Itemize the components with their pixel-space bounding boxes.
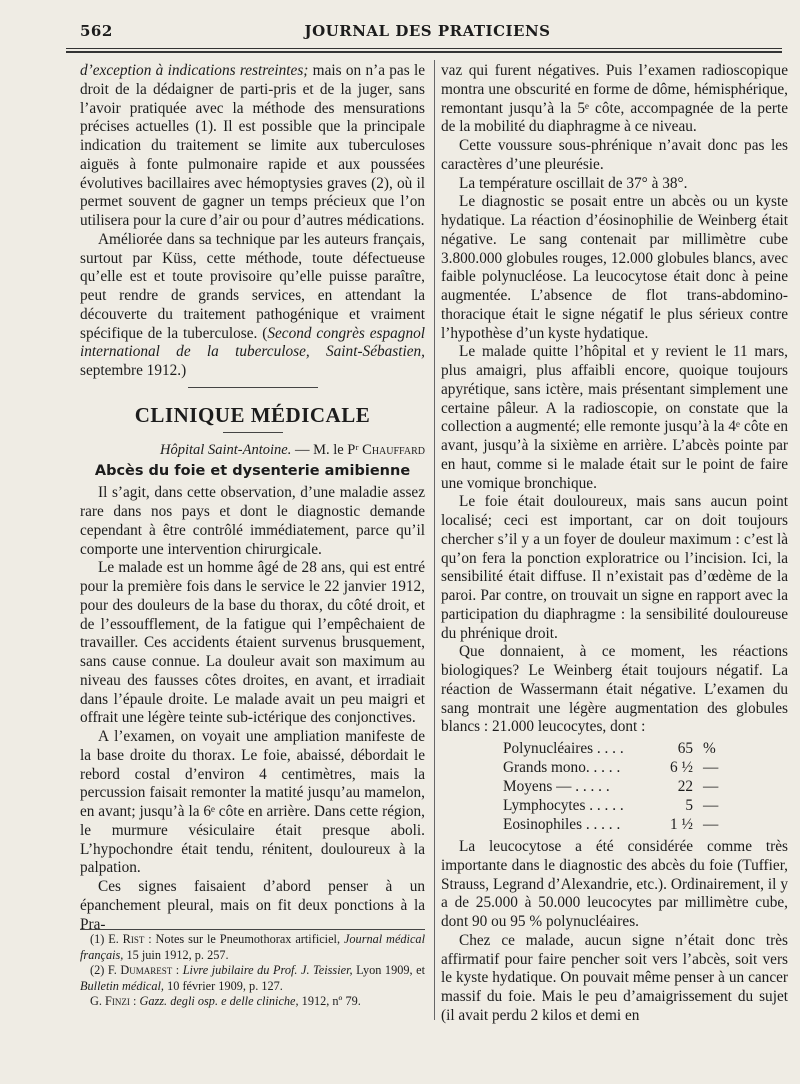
paragraph: Le diagnostic se posait entre un abcès ou un kyste hydatique. La réaction d’éosinophilie de Weinberg était négative. Le sang contenait par millimètre cube 3.800.000 globules rouges, 12.000 globules blancs, avec faible polynucléose. La leucocytose était donc à peine augmentée. L’absence de flot trans-abdomino-thoracique était le signe négatif le plus sérieux contre l’hypothèse d’un kyste hydatique. — [441, 193, 788, 342]
cell-unit: — — [703, 778, 719, 795]
paragraph: La leucocytose a été considérée comme très importante dans le diagnostic des abcès du foie (Tuffier, Strauss, Legrand d’Alexandrie, etc.). Ordinairement, il y a de 25.000 à 50.000 leucocytes par millimètre cube, dont 90 ou 95 % polynucléaires. — [441, 838, 788, 930]
cell-label: Polynucléaires . . . . — [503, 740, 624, 757]
cell-unit: — — [703, 797, 719, 814]
cell-label: Lymphocytes . . . . . — [503, 797, 624, 814]
column-divider — [434, 60, 435, 1020]
cell-unit: — — [703, 759, 719, 776]
paragraph-text: septembre 1912.) — [80, 362, 187, 379]
cell-value: 1 ½ — [670, 816, 693, 833]
paragraph: La température oscillait de 37° à 38°. — [459, 174, 688, 192]
cell-label: Moyens — . . . . . — [503, 778, 610, 795]
byline — [80, 441, 425, 460]
footnote-text: Lyon 1909, et — [352, 963, 426, 977]
section-title: CLINIQUE MÉDICALE — [134, 402, 371, 427]
page-number: 562 — [80, 22, 113, 40]
table-row — [503, 796, 733, 815]
cell-value: 22 — [677, 778, 693, 795]
footnote-author: Rist — [122, 932, 145, 946]
paragraph-text: Améliorée dans sa technique par les auteurs français, surtout par Küss, cette méthode, toute défectueuse qu’elle est et toute provisoire qu’elle puisse paraître, peut rendre de grands services, en attendant la découverte du traitement pathogénique et vraiment spécifique de la tuberculose. ( — [80, 230, 425, 342]
table-row — [503, 758, 733, 777]
footnote-text: 10 février 1909, p. 127. — [164, 978, 283, 993]
table-row — [503, 815, 733, 834]
footnote-author: Dumarest — [120, 963, 173, 977]
header-rule-thick — [66, 51, 782, 53]
table-row — [503, 739, 733, 758]
footnote-number: G. — [90, 994, 106, 1008]
footnote-text: 15 juin 1912, p. 257. — [123, 947, 229, 962]
cell-unit: — — [703, 816, 719, 833]
italic-text: Second congrès espagnol international de la tuberculose, Saint-Sébastien, — [80, 324, 425, 361]
footnote-rule — [80, 929, 425, 930]
paragraph: A l’examen, on voyait une ampliation manifeste de la base droite du thorax. Le foie, abaissé, débordait le rebord costal d’environ 4 centimètres, mais la percussion faisait remonter la matité jusqu’au mamelon, en avant; jusqu’à la 6ᵉ côte en arrière. Dans cette région, le murmure vésiculaire était presque aboli. L’hypochondre était tendu, rénitent, douloureux à la palpation. — [80, 728, 425, 877]
footnote — [80, 932, 425, 963]
footnote-number: (1) E. — [90, 932, 123, 946]
hospital-name: Hôpital Saint-Antoine. — [160, 441, 292, 458]
cell-value: 6 ½ — [670, 759, 693, 776]
paragraph-text: mais on n’a pas le droit de la dédaigner de parti-pris et de la juger, sans l’avoir pratiquée avec la méthode des mensurations précises actuelles (1). Il est possible que la principale indication du traitement se limite aux tuberculoses aiguës à fonte pulmonaire rapide et aux poussées évolutives bacillaires avec hémoptysies graves (2), où il permet souvent de gagner un temps précieux que l’on utilisera pour la cure d’air ou pour d’autres médications. — [80, 62, 425, 229]
cell-value: 65 — [677, 740, 693, 757]
footnotes — [80, 932, 425, 1010]
footnote — [80, 994, 425, 1010]
footnote-journal: Bulletin médical, — [80, 978, 165, 993]
footnote-number: (2) F. — [90, 963, 121, 977]
paragraph: Cette voussure sous-phrénique n’avait donc pas les caractères d’une pleurésie. — [441, 137, 788, 173]
paragraph: Ces signes faisaient d’abord penser à un épanchement pleural, mais on fit deux ponctions à la Pra- — [80, 878, 425, 933]
footnote-text: : — [172, 963, 183, 977]
author-name: Chauffard — [362, 441, 425, 458]
leukocyte-table — [503, 739, 733, 834]
case-title: Abcès du foie et dysenterie amibienne — [94, 462, 411, 479]
footnote-text: : Notes sur le Pneumothorax artificiel, — [144, 932, 344, 946]
paragraph: Chez ce malade, aucun signe n’était donc très affirmatif pour faire pencher soit vers l’abcès, soit vers le kyste hydatique. On pouvait même penser à un cancer massif du foie. Mais le peu d’amaigrissement du sujet (il avait perdu 2 kilos et demi en — [441, 931, 788, 1024]
header-rule — [66, 48, 782, 49]
right-column — [441, 62, 788, 1042]
cell-value: 5 — [685, 797, 693, 814]
paragraph: Le malade quitte l’hôpital et y revient le 11 mars, plus amaigri, plus affaibli encore, quoique toujours apyrétique, sans ictère, mais présentant simplement une certaine pâleur. A la radioscopie, on constate que la collection a augmenté; elle remonte jusqu’à la 4ᵉ côte en avant, jusqu’à la sixième en arrière. L’abcès pointe par en haut, comme si le malade était sur le point de faire une vomique bronchique. — [441, 343, 788, 492]
section-divider — [188, 387, 318, 388]
title-underline — [223, 432, 283, 433]
paragraph: Le foie était douloureux, mais sans aucun point localisé; ceci est important, car on doit toujours chercher s’il y a un foyer de douleur maximum : c’est là qu’on fera la ponction exploratrice ou l’incision. Ici, la sensibilité était diffuse. Il n’existait pas d’œdème de la paroi. Par contre, on trouvait un signe en rapport avec la participation du diaphragme : la sensibilité douloureuse du phrénique droit. — [441, 493, 788, 642]
footnote-title: Livre jubilaire du Prof. J. Teissier, — [182, 963, 353, 977]
footnote-text: 1912, nº 79. — [298, 994, 361, 1008]
footnote-author: Finzi — [105, 994, 130, 1008]
footnote-journal: Gazz. degli osp. e delle cliniche, — [139, 994, 299, 1008]
footnote — [80, 963, 425, 994]
cell-unit: % — [703, 740, 716, 757]
paragraph: vaz qui furent négatives. Puis l’examen radioscopique montra une obscurité en forme de dôme, hémisphérique, remontant jusqu’à la 5ᵉ côte, accompagnée de la perte de la mobilité du diaphragme à ce niveau. — [441, 62, 788, 136]
paragraph — [80, 62, 425, 231]
paragraph: Il s’agit, dans cette observation, d’une maladie assez rare dans nos pays et dont le diagnostic demande cependant à être contrôlé immédiatement, parce qu’il comporte une intervention chirurgicale. — [80, 484, 425, 558]
cell-label: Eosinophiles . . . . . — [503, 816, 621, 833]
table-row — [503, 777, 733, 796]
paragraph: Le malade est un homme âgé de 28 ans, qui est entré pour la première fois dans le service le 22 janvier 1912, pour des douleurs de la base du thorax, du côté droit, et de l’essoufflement, de la fatigue qui l’empêchaient de travailler. Ces accidents étaient survenus brusquement, sans cause connue. La douleur avait son maximum au niveau des fausses côtes droites, en avant, et irradiait dans l’épaule droite. Le malade avait un peu maigri et offrait une légère teinte sub-ictérique des conjonctives. — [80, 559, 425, 727]
left-column — [80, 62, 425, 934]
journal-title: JOURNAL DES PRATICIENS — [304, 22, 551, 40]
author-prefix: — M. le Pʳ — [291, 441, 363, 458]
footnote-journal: Journal médical français, — [80, 932, 425, 962]
footnote-text: : — [129, 994, 140, 1008]
cell-label: Grands mono. . . . . — [503, 759, 621, 776]
paragraph: Que donnaient, à ce moment, les réactions biologiques? Le Weinberg était toujours négatif. La réaction de Wassermann était négative. L’examen du sang montrait une légère augmentation des globules blancs : 21.000 leucocytes, dont : — [441, 643, 788, 736]
page-header — [80, 22, 775, 48]
paragraph — [80, 231, 425, 381]
italic-text: d’exception à indications restreintes; — [80, 62, 309, 79]
